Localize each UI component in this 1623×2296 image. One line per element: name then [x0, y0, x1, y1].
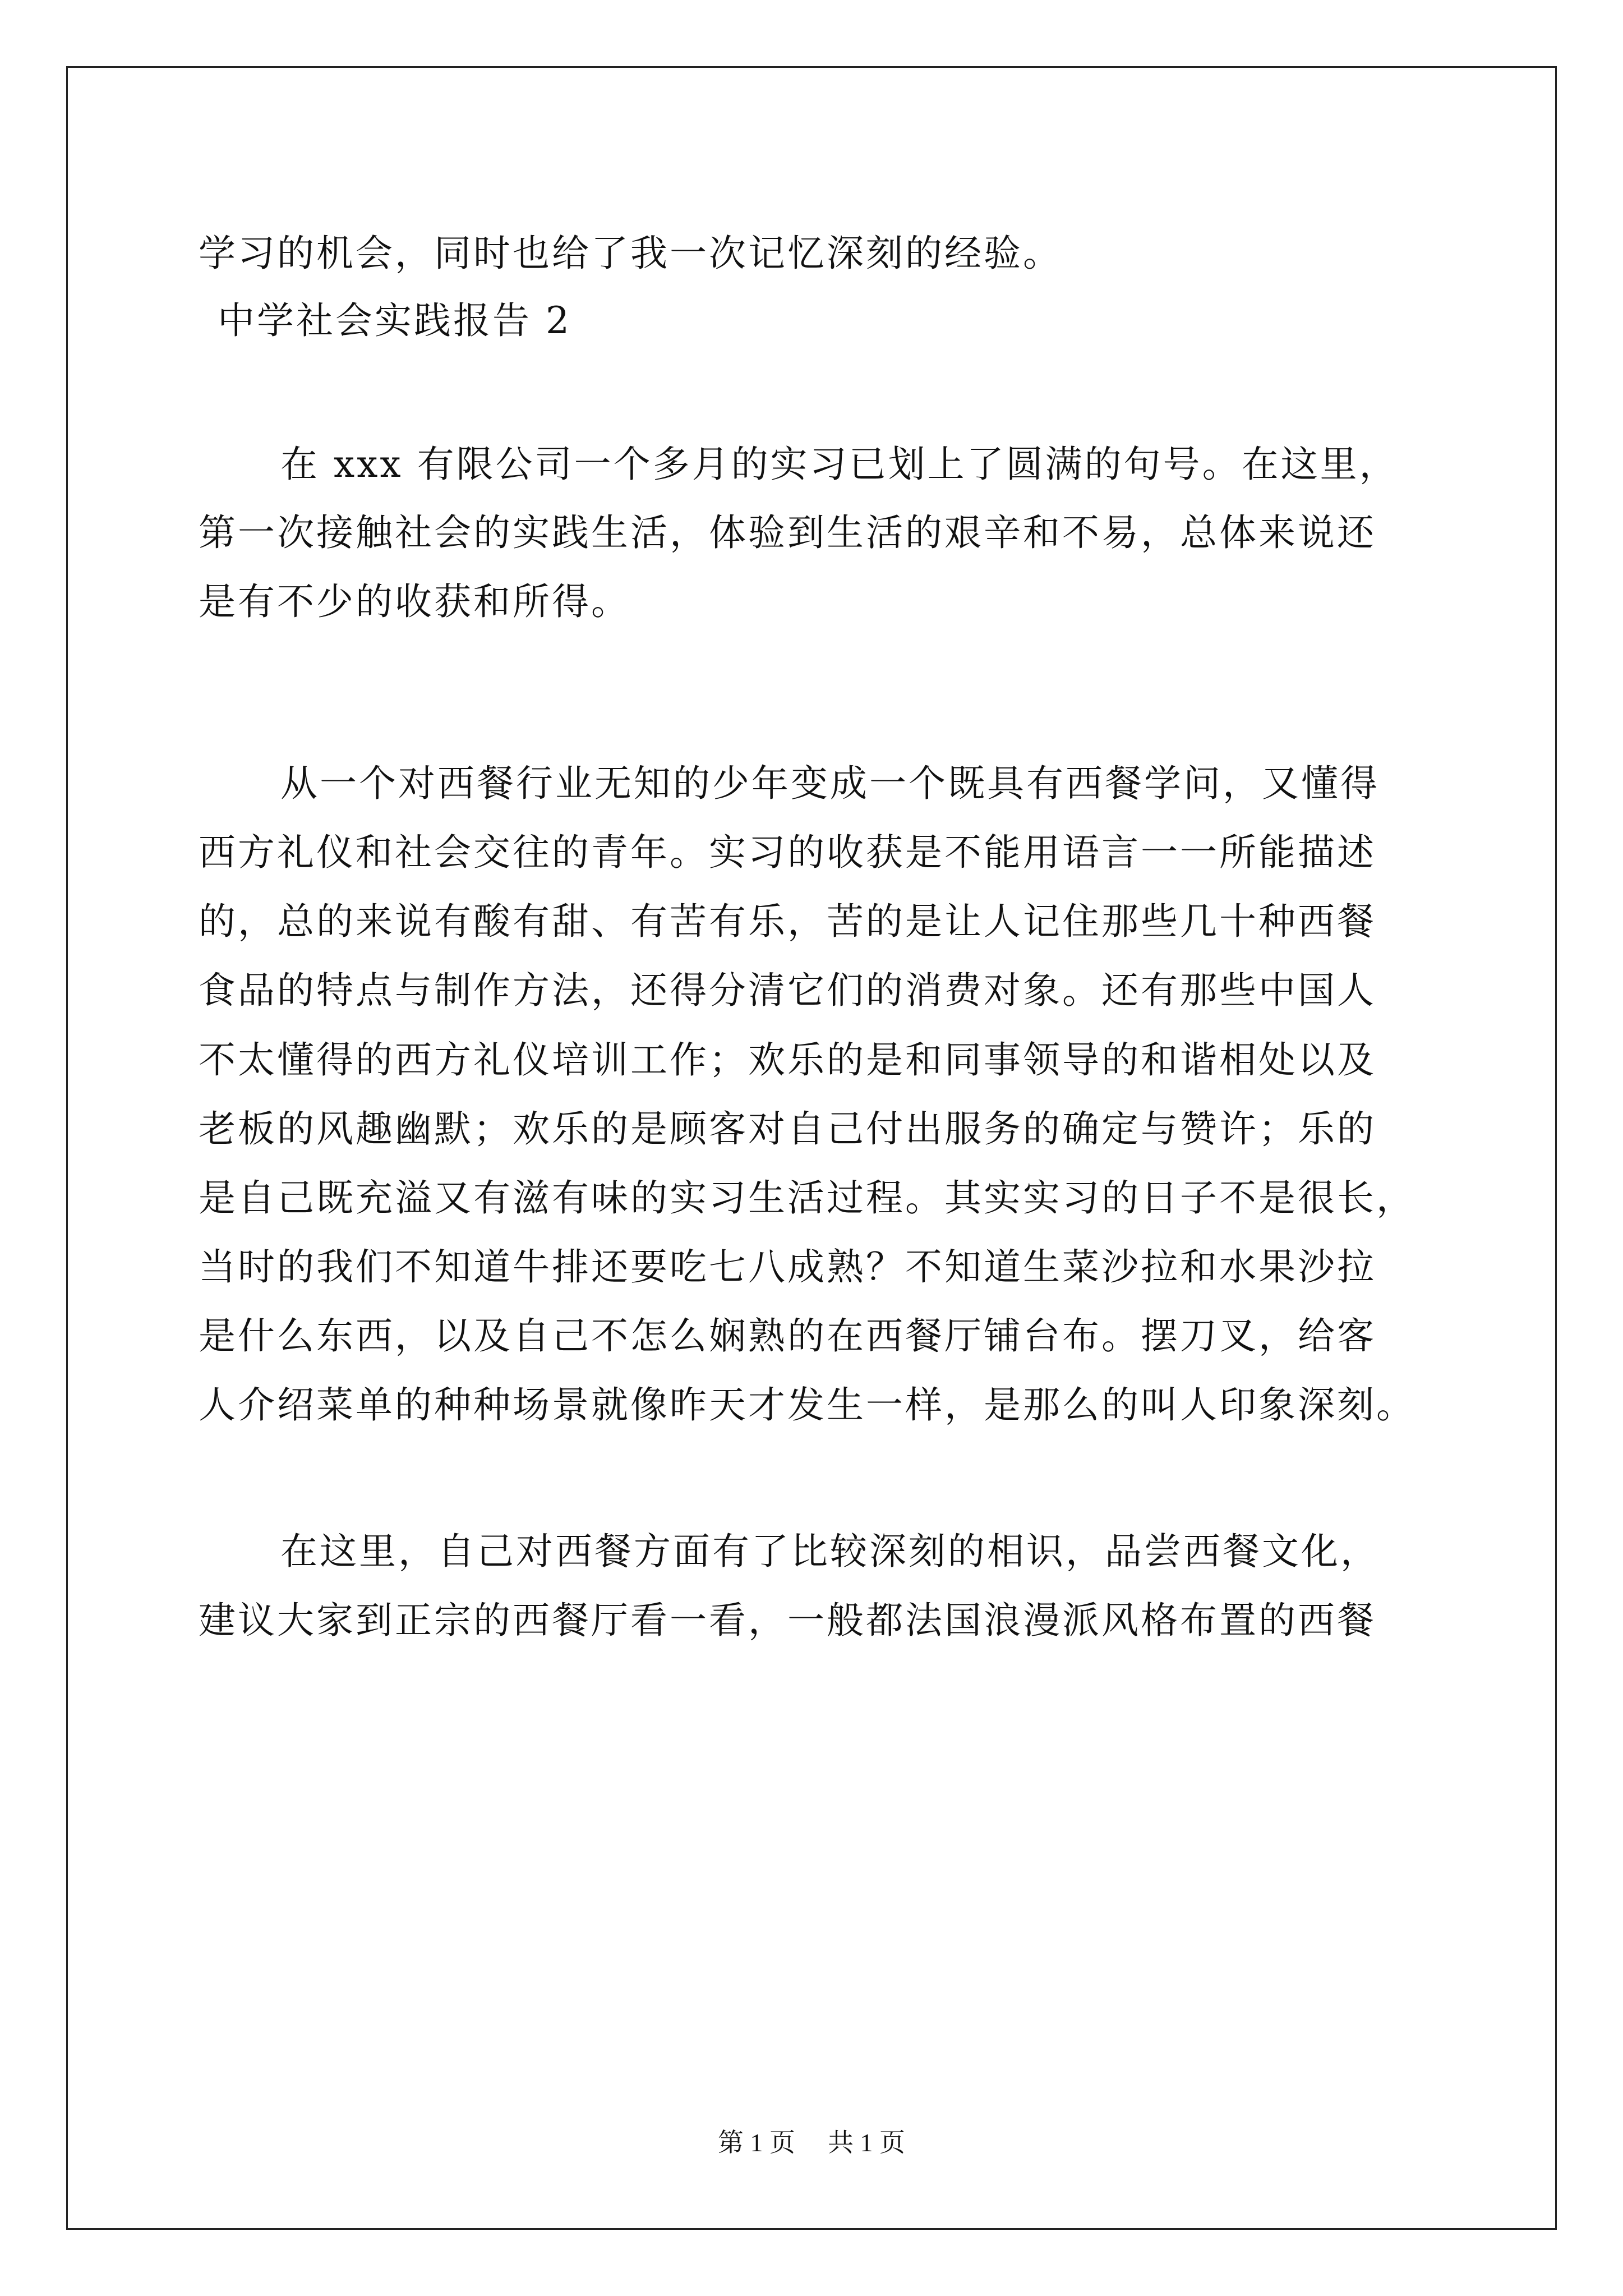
- text-line-7: 西方礼仪和社会交往的青年。实习的收获是不能用语言一一所能描述: [199, 831, 1376, 874]
- page-total: 共 1 页: [828, 2128, 905, 2157]
- text-line-14: 是什么东西，以及自己不怎么娴熟的在西餐厅铺台布。摆刀叉，给客: [199, 1314, 1376, 1358]
- text-line-6: 从一个对西餐行业无知的少年变成一个既具有西餐学问，又懂得: [280, 762, 1380, 805]
- text-line-16: 在这里，自己对西餐方面有了比较深刻的相识，品尝西餐文化，: [280, 1530, 1380, 1573]
- text-line-9: 食品的特点与制作方法，还得分清它们的消费对象。还有那些中国人: [199, 969, 1376, 1012]
- text-line-4: 第一次接触社会的实践生活，体验到生活的艰辛和不易，总体来说还: [199, 511, 1376, 554]
- text-line-5: 是有不少的收获和所得。: [199, 580, 630, 623]
- page-number: 第 1 页: [718, 2128, 795, 2157]
- page-footer: [0, 2126, 1623, 2160]
- text-line-15: 人介绍菜单的种种场景就像昨天才发生一样，是那么的叫人印象深刻。: [199, 1383, 1415, 1427]
- text-line-17: 建议大家到正宗的西餐厅看一看，一般都法国浪漫派风格布置的西餐: [199, 1599, 1376, 1642]
- text-line-11: 老板的风趣幽默；欢乐的是顾客对自己付出服务的确定与赞许；乐的: [199, 1107, 1376, 1151]
- text-line-12: 是自己既充溢又有滋有味的实习生活过程。其实实习的日子不是很长，: [199, 1176, 1415, 1220]
- text-line-8: 的，总的来说有酸有甜、有苦有乐，苦的是让人记住那些几十种西餐: [199, 900, 1376, 943]
- text-line-13: 当时的我们不知道牛排还要吃七八成熟？不知道生菜沙拉和水果沙拉: [199, 1245, 1376, 1289]
- section-heading: 中学社会实践报告 2: [218, 299, 571, 342]
- text-line-3: 在 xxx 有限公司一个多月的实习已划上了圆满的句号。在这里，: [280, 443, 1399, 486]
- text-line-1: 学习的机会，同时也给了我一次记忆深刻的经验。: [199, 232, 1062, 275]
- text-line-10: 不太懂得的西方礼仪培训工作；欢乐的是和同事领导的和谐相处以及: [199, 1038, 1376, 1082]
